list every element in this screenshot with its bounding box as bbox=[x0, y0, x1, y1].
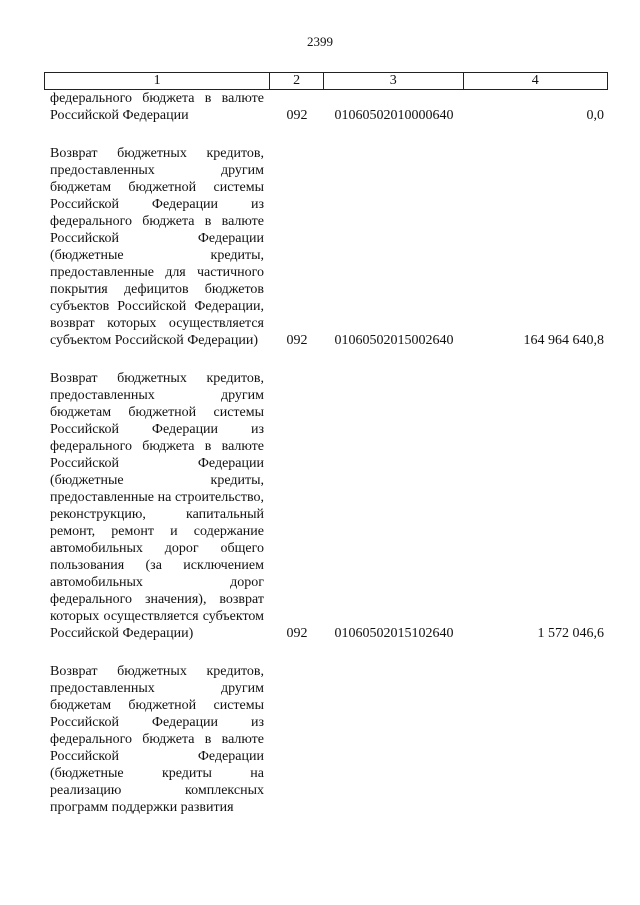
row-admin-code: 092 bbox=[286, 333, 308, 348]
row-description: федерального бюджета в валюте Российской Федерации bbox=[50, 91, 264, 123]
row-budget-code: 01060502015102640 bbox=[334, 626, 454, 641]
row-admin-code: 092 bbox=[286, 108, 308, 123]
row-amount: 0,0 bbox=[586, 108, 604, 123]
column-header-4: 4 bbox=[531, 73, 539, 88]
table-row bbox=[44, 370, 608, 642]
table-body bbox=[44, 90, 608, 816]
row-description: Возврат бюджетных кредитов, предоставленных другим бюджетам бюджетной системы Российской Федерации из федерального бюджета в валюте Российской Федерации (бюджетные кредиты, предоставленные для частичного покрытия дефицитов бюджетов субъектов Российской Федерации, возврат которых осуществляется субъектом Российской Федерации) bbox=[50, 146, 264, 348]
column-header-1: 1 bbox=[45, 73, 270, 89]
table-header bbox=[44, 72, 608, 90]
row-budget-code: 01060502015002640 bbox=[334, 333, 454, 348]
table-row bbox=[44, 145, 608, 349]
row-admin-code: 092 bbox=[286, 626, 308, 641]
table-row bbox=[44, 663, 608, 816]
column-header-3: 3 bbox=[324, 73, 464, 89]
page-number: 2399 bbox=[307, 34, 333, 49]
row-amount: 164 964 640,8 bbox=[523, 333, 604, 348]
row-description: Возврат бюджетных кредитов, предоставленных другим бюджетам бюджетной системы Российской Федерации из федерального бюджета в валюте Российской Федерации (бюджетные кредиты, предоставленные на строительство, реконструкцию, капитальный ремонт, ремонт и содержание автомобильных дорог общего пользования (за исключением автомобильных дорог федерального значения), возврат которых осуществляется субъектом Российской Федерации) bbox=[50, 371, 264, 641]
row-budget-code: 01060502010000640 bbox=[334, 108, 454, 123]
column-header-2: 2 bbox=[270, 73, 324, 89]
row-amount: 1 572 046,6 bbox=[537, 626, 604, 641]
table-row bbox=[44, 90, 608, 124]
row-description: Возврат бюджетных кредитов, предоставленных другим бюджетам бюджетной системы Российской Федерации из федерального бюджета в валюте Российской Федерации (бюджетные кредиты на реализацию комплексных программ поддержки развития bbox=[50, 664, 264, 815]
